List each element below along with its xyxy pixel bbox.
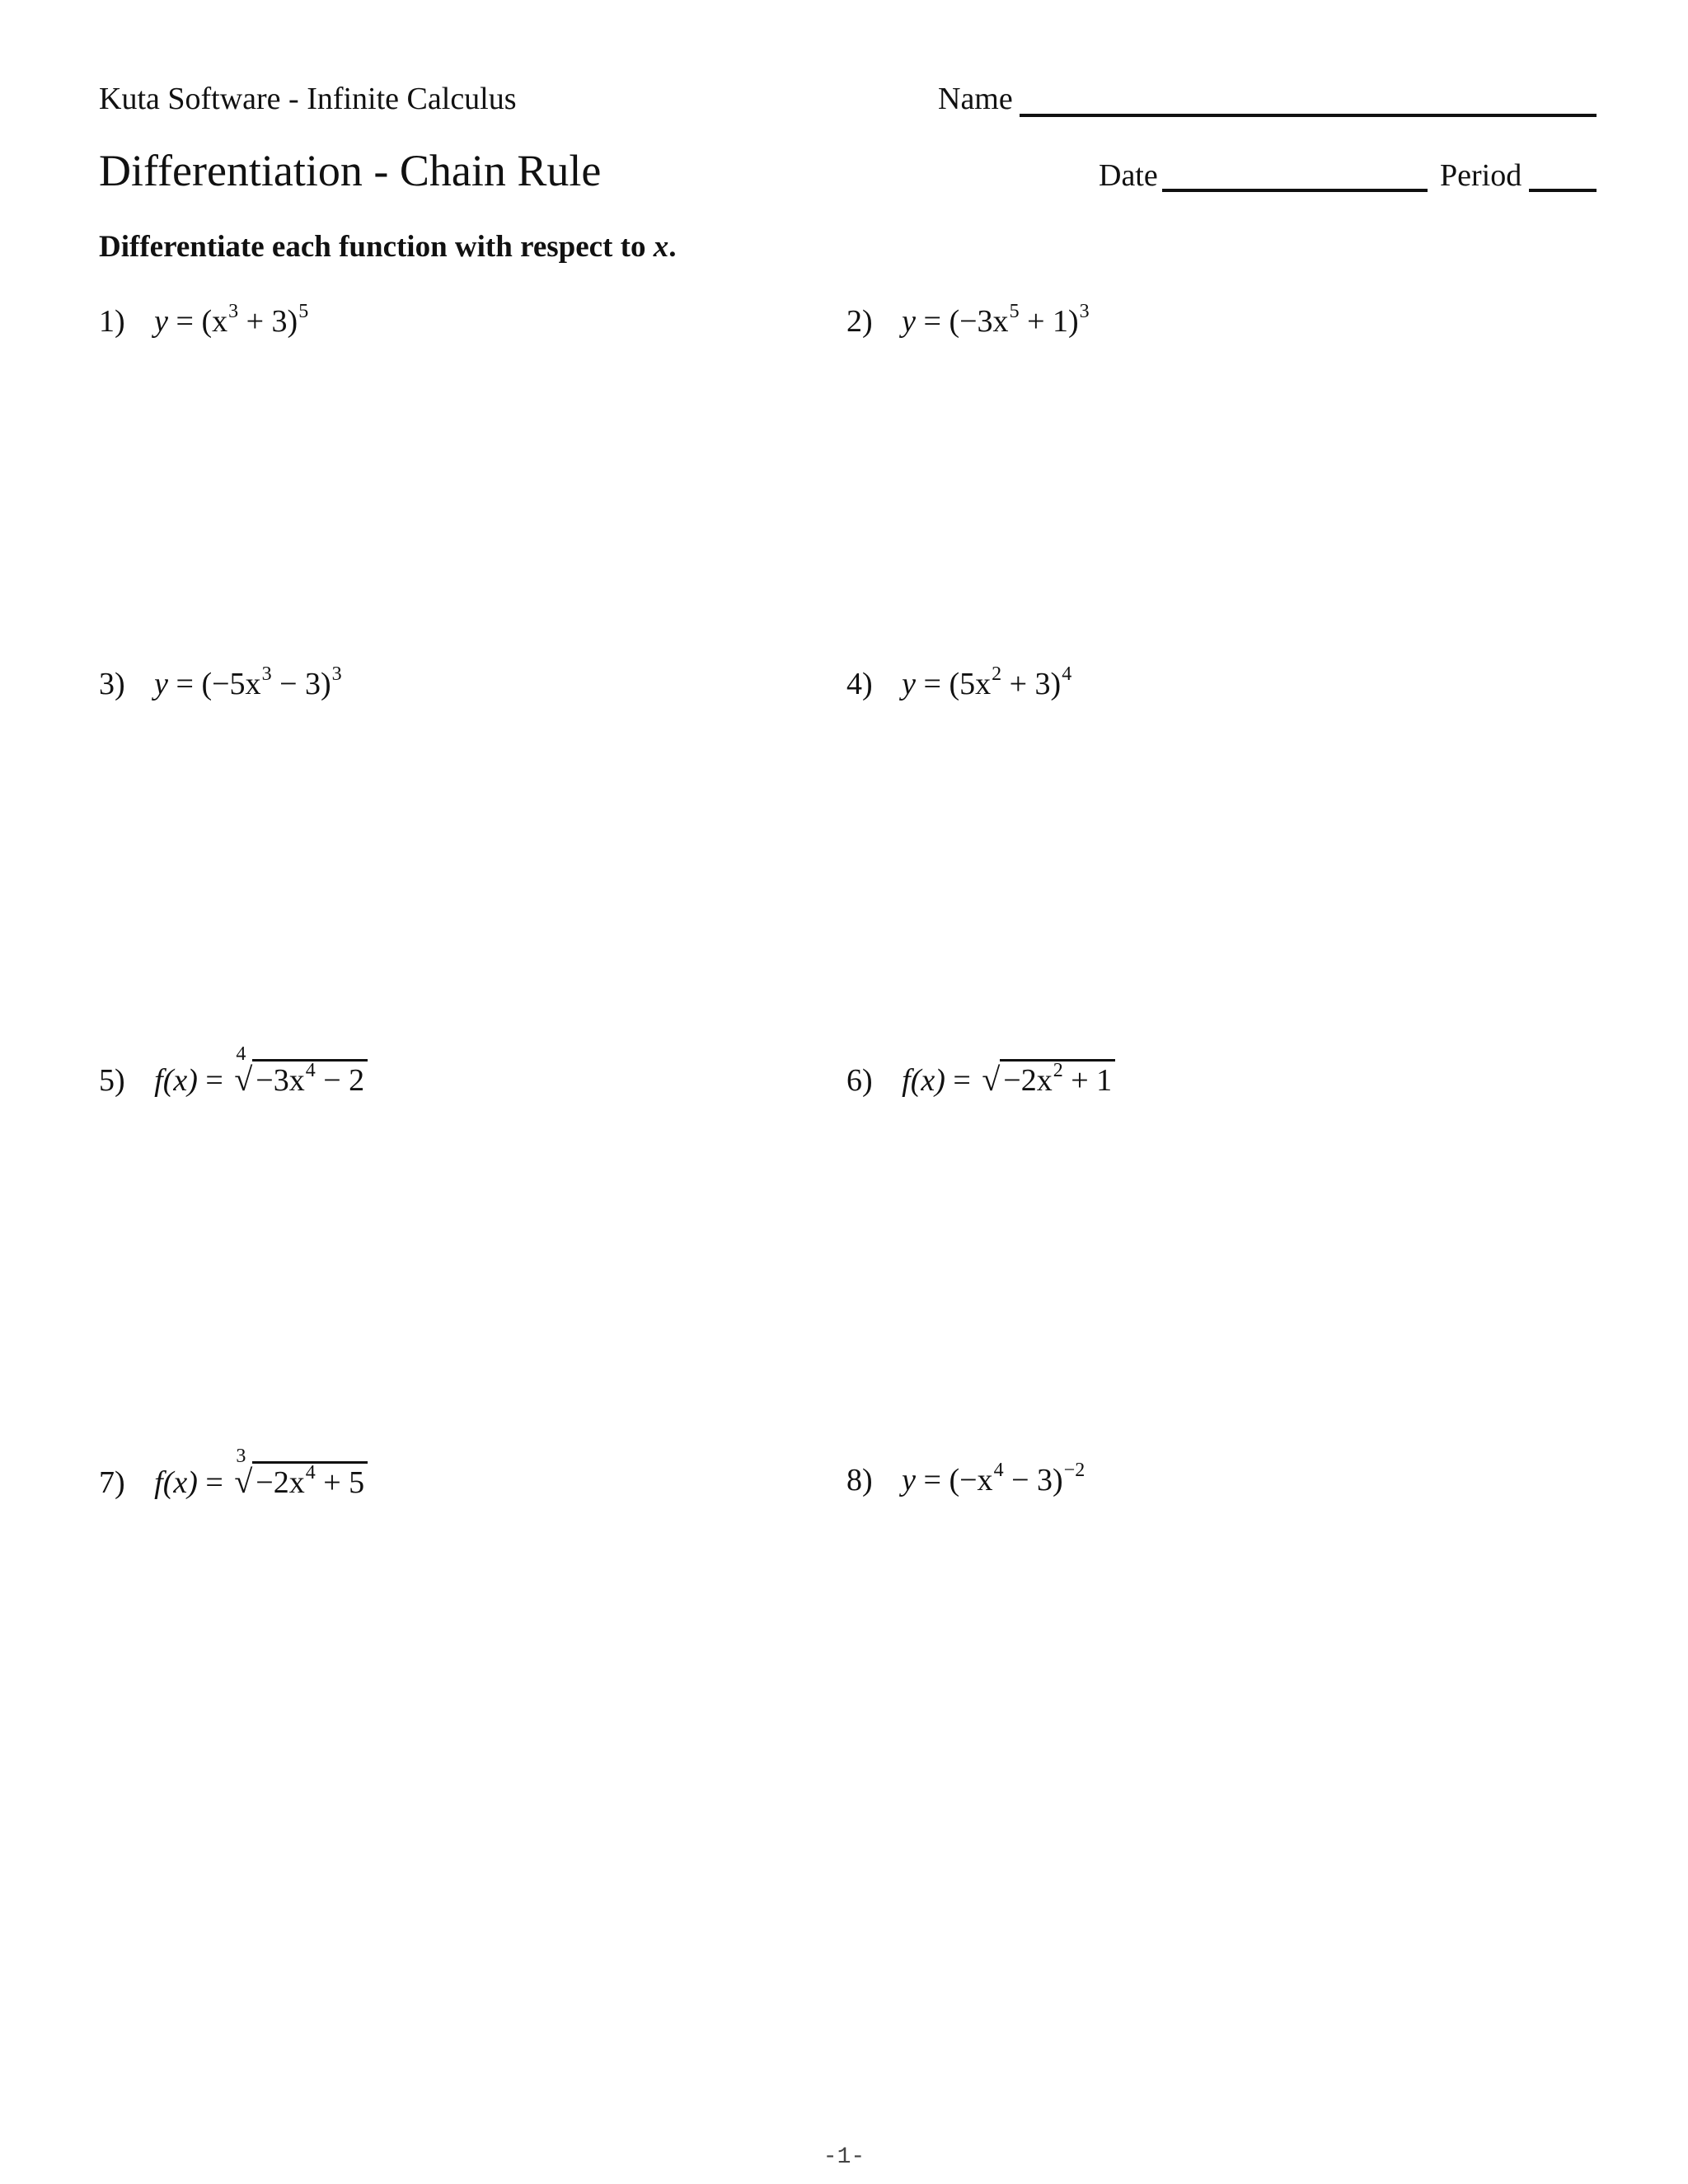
problem-number: 8) xyxy=(846,1463,873,1497)
problem-1: 1) $y = (x^3 + 3)^5$ xyxy=(99,301,309,339)
problem-inner-tail: − 2 xyxy=(315,1063,365,1098)
problem-lhs: y xyxy=(154,304,169,339)
outer-exponent: −2 xyxy=(1063,1460,1085,1481)
radicand xyxy=(252,1461,368,1500)
date-label: Date xyxy=(1099,158,1158,193)
inner-power: 2 xyxy=(1053,1060,1063,1081)
outer-exponent: 5 xyxy=(298,301,309,322)
problem-lhs: f(x) xyxy=(154,1465,198,1500)
problem-number: 4) xyxy=(846,667,873,701)
inner-power: 2 xyxy=(992,663,1002,685)
problem-inner-tail: + 3) xyxy=(238,304,298,339)
inner-power: 5 xyxy=(1009,301,1020,322)
date-field[interactable] xyxy=(1162,189,1428,192)
problem-lhs: y xyxy=(154,667,169,701)
problem-inner-tail: + 1) xyxy=(1019,304,1079,339)
outer-exponent: 3 xyxy=(1079,301,1090,322)
outer-exponent: 3 xyxy=(331,663,342,685)
problem-lhs: f(x) xyxy=(154,1063,198,1098)
problem-number: 1) xyxy=(99,304,125,339)
problem-4: 4) $y = (5x^2 + 3)^4$ xyxy=(846,663,1072,701)
inner-power: 4 xyxy=(305,1060,316,1081)
publisher-label: Kuta Software - Infinite Calculus xyxy=(99,82,517,116)
inner-power: 3 xyxy=(261,663,272,685)
problem-inner-tail: − 3) xyxy=(1003,1463,1063,1497)
inner-power: 4 xyxy=(305,1462,316,1483)
problem-number: 3) xyxy=(99,667,125,701)
problem-inner-term: (−x xyxy=(949,1463,993,1497)
radical xyxy=(234,1446,368,1501)
period-field[interactable] xyxy=(1529,189,1597,192)
outer-exponent: 4 xyxy=(1062,663,1072,685)
problem-3: 3) $y = (-5x^3 - 3)^3$ xyxy=(99,663,342,701)
problem-number: 2) xyxy=(846,304,873,339)
root-index: 3 xyxy=(236,1446,246,1467)
inner-power: 4 xyxy=(993,1460,1004,1481)
problem-inner-tail: + 5 xyxy=(315,1465,365,1500)
instructions-variable: x xyxy=(653,230,669,264)
problem-number: 5) xyxy=(99,1063,125,1098)
inner-power: 3 xyxy=(228,301,239,322)
page-number: -1- xyxy=(823,2144,865,2170)
problem-inner-tail: + 3) xyxy=(1001,667,1062,701)
radicand xyxy=(1000,1059,1115,1098)
radicand xyxy=(252,1059,368,1098)
name-field[interactable] xyxy=(1020,114,1597,117)
problem-inner-tail: + 1 xyxy=(1062,1063,1113,1098)
problem-5: 5) f(x) = 4 √ $-3x^4 - 2$ xyxy=(99,1060,368,1099)
problem-7: 7) f(x) = 3 √ $-2x^4 + 5$ xyxy=(99,1462,368,1501)
radical-sign-icon: √ xyxy=(982,1061,1001,1098)
problem-inner-term: −2x xyxy=(256,1465,305,1500)
problem-lhs: f(x) xyxy=(902,1063,945,1098)
radical-sign-icon: √ xyxy=(234,1463,253,1500)
name-label: Name xyxy=(938,82,1013,116)
problem-inner-term: (x xyxy=(201,304,228,339)
instructions xyxy=(99,229,676,265)
radical-sign-icon: √ xyxy=(234,1061,253,1098)
problem-8: 8) $y = (-x^4 - 3)^{-2}$ xyxy=(846,1460,1085,1497)
problem-6: 6) f(x) = √ $-2x^2 + 1$ xyxy=(846,1060,1115,1099)
problem-2: 2) $y = (-3x^5 + 1)^3$ xyxy=(846,301,1090,339)
problem-number: 7) xyxy=(99,1465,125,1500)
instructions-text: Differentiate each function with respect to xyxy=(99,230,654,264)
instructions-end: . xyxy=(668,230,677,264)
problem-lhs: y xyxy=(902,1463,917,1497)
problem-inner-term: (−5x xyxy=(201,667,261,701)
problem-inner-tail: − 3) xyxy=(271,667,331,701)
period-label: Period xyxy=(1440,158,1522,193)
problem-inner-term: −2x xyxy=(1003,1063,1053,1098)
problem-lhs: y xyxy=(902,667,917,701)
problem-number: 6) xyxy=(846,1063,873,1098)
problem-inner-term: (−3x xyxy=(949,304,1009,339)
problem-inner-term: (5x xyxy=(949,667,992,701)
root-index: 4 xyxy=(236,1043,246,1065)
problem-lhs: y xyxy=(902,304,917,339)
radical xyxy=(234,1043,368,1099)
radical xyxy=(982,1060,1115,1099)
problem-inner-term: −3x xyxy=(256,1063,305,1098)
worksheet-title: Differentiation - Chain Rule xyxy=(99,146,602,195)
